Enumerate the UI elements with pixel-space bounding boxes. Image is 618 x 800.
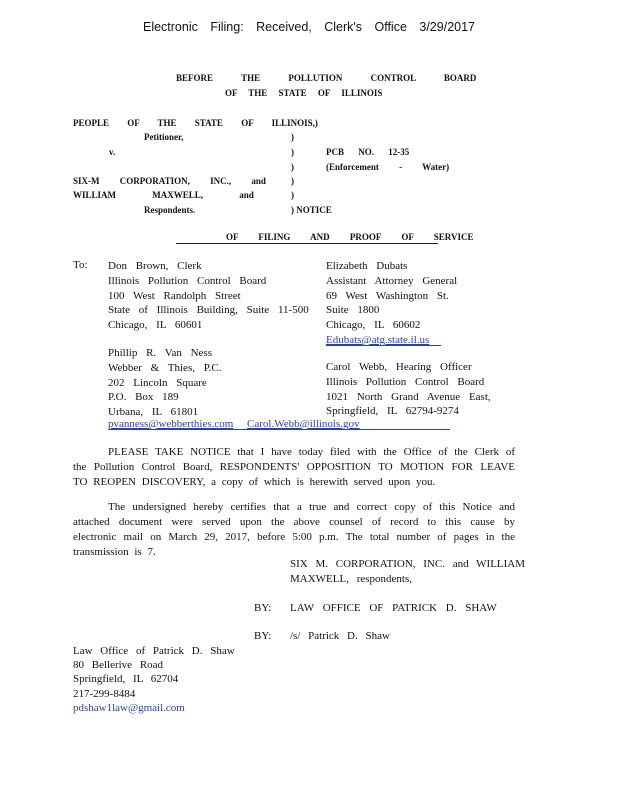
case-type: (Enforcement - Water) [326, 162, 450, 172]
notice-title-b: OF FILING AND PROOF OF SERVICE [226, 232, 474, 242]
to-label: To: [73, 259, 88, 271]
caption-paren-5: ) [291, 190, 294, 200]
address-line: Springfield, IL 62794-9274 [326, 405, 459, 418]
address-line: P.O. Box 189 [108, 391, 179, 404]
address-line: Illinois Pollution Control Board [108, 274, 267, 287]
address-line: 1021 North Grand Avenue East, [326, 390, 491, 403]
address-line: Carol Webb, Hearing Officer [326, 361, 472, 373]
address-line: 217-299-8484 [73, 687, 136, 700]
caption-respondents: Respondents. [144, 205, 196, 215]
signature-party-line1: SIX M. CORPORATION, INC. and WILLIAM [290, 558, 526, 570]
caption-paren-4: ) [291, 176, 294, 186]
caption-sixm: SIX-M CORPORATION, INC., and [73, 176, 266, 186]
email-underline [108, 429, 450, 430]
email-link-webb[interactable]: Carol.Webb@illinois.gov [247, 418, 360, 430]
address-line: Elizabeth Dubats [326, 260, 408, 272]
caption-petitioner: Petitioner, [144, 132, 184, 142]
court-title-line1: BEFORE THE POLLUTION CONTROL BOARD [176, 73, 477, 83]
caption-paren-2: ) [291, 147, 294, 157]
address-line: Don Brown, Clerk [108, 260, 202, 272]
address-line: Law Office of Patrick D. Shaw [73, 645, 235, 657]
recipient-webb [326, 360, 491, 419]
certificate-paragraph: The undersigned hereby certifies that a true and correct copy of this Notice and attached document were served upon the above counsel of record to this cause by electronic mail on March 29, 2017, before 5:00 p.m. The total number of pages in the transmission is 7. [73, 501, 515, 558]
attorney-email-link[interactable]: pdshaw1law@gmail.com [73, 701, 185, 714]
electronic-signature: /s/ Patrick D. Shaw [290, 630, 390, 642]
address-line: Urbana, IL 61801 [108, 406, 199, 419]
signature-party-line2: MAXWELL, respondents, [290, 573, 413, 585]
address-line: 69 West Washington St. [326, 289, 449, 302]
address-line: Webber & Thies, P.C. [108, 361, 222, 374]
address-line: Phillip R. Van Ness [108, 347, 212, 359]
address-line: 80 Bellerive Road [73, 659, 164, 672]
by-label-2: BY: [254, 630, 272, 642]
email-link-dubats[interactable]: Edubats@atg.state.il.us [326, 333, 430, 346]
case-number: PCB NO. 12-35 [326, 147, 410, 157]
attorney-address [73, 644, 235, 715]
notice-title-a: ) NOTICE [291, 205, 332, 215]
address-line: Suite 1800 [326, 304, 380, 317]
address-line: Assistant Attorney General [326, 274, 458, 287]
recipient-dubats [326, 259, 457, 348]
caption-paren-3: ) [291, 162, 294, 172]
title-underline [176, 243, 438, 244]
address-line: Springfield, IL 62704 [73, 673, 179, 686]
court-title-line2: OF THE STATE OF ILLINOIS [225, 88, 383, 98]
dubats-link-rule [326, 345, 441, 346]
recipient-clerk [108, 259, 309, 333]
email-link-vanness[interactable]: pvanness@webberthies.com [108, 418, 234, 430]
address-line: Chicago, IL 60601 [108, 319, 203, 332]
address-line: Chicago, IL 60602 [326, 319, 421, 332]
caption-paren-1: ) [291, 132, 294, 142]
address-line: 202 Lincoln Square [108, 376, 207, 389]
notice-paragraph: PLEASE TAKE NOTICE that I have today filed with the Office of the Clerk of the Pollution Control Board, RESPONDENTS' OPPOSITION TO MOTION FOR LEAVE TO REOPEN DISCOVERY, a copy of which is herewith served upon you. [73, 446, 515, 488]
filing-header: Electronic Filing: Received, Clerk's Office 3/29/2017 [142, 20, 475, 34]
recipient-vanness [108, 346, 221, 420]
caption-william: WILLIAM MAXWELL, and [73, 190, 254, 200]
address-line: 100 West Randolph Street [108, 289, 241, 302]
law-firm-name: LAW OFFICE OF PATRICK D. SHAW [290, 602, 497, 614]
caption-people: PEOPLE OF THE STATE OF ILLINOIS,) [73, 118, 318, 128]
address-line: State of Illinois Building, Suite 11-500 [108, 304, 309, 317]
caption-v: v. [109, 147, 116, 157]
by-label: BY: [254, 602, 272, 614]
address-line: Illinois Pollution Control Board [326, 375, 485, 388]
